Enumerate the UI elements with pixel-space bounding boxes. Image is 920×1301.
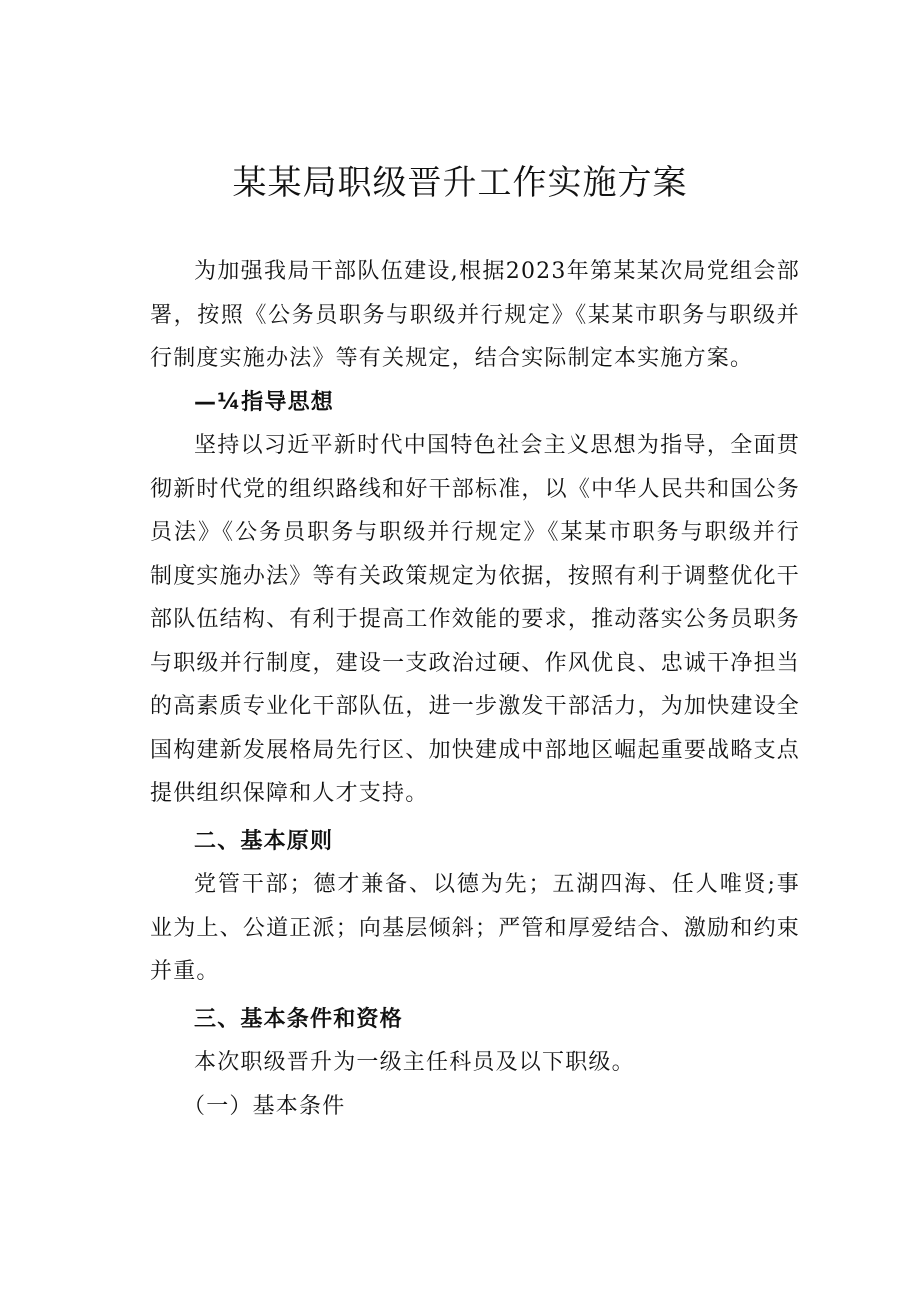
section-heading-conditions: 三、基本条件和资格 bbox=[194, 1006, 403, 1032]
intro-paragraph: 为加强我局干部队伍建设,根据2023年第某某次局党组会部署，按照《公务员职务与职级并行规定》《某某市职务与职级并行制度实施办法》等有关规定，结合实际制定本实施方案。 bbox=[150, 259, 800, 371]
section-body-basic-principles: 党管干部；德才兼备、以德为先；五湖四海、任人唯贤;事业为上、公道正派；向基层倾斜；严管和厚爱结合、激励和约束并重。 bbox=[150, 872, 800, 984]
section-body-guiding-thought: 坚持以习近平新时代中国特色社会主义思想为指导，全面贯彻新时代党的组织路线和好干部标准，以《中华人民共和国公务员法》《公务员职务与职级并行规定》《某某市职务与职级并行制度实施办法》等有关政策规定为依据，按照有利于调整优化干部队伍结构、有利于提高工作效能的要求，推动落实公务员职务与职级并行制度，建设一支政治过硬、作风优良、忠诚干净担当的高素质专业化干部队伍，进一步激发干部活力，为加快建设全国构建新发展格局先行区、加快建成中部地区崛起重要战略支点提供组织保障和人才支持。 bbox=[150, 433, 800, 806]
section-heading-guiding-thought: —¼指导思想 bbox=[194, 389, 334, 415]
document-title: 某某局职级晋升工作实施方案 bbox=[232, 163, 688, 203]
section-body-conditions: 本次职级晋升为一级主任科员及以下职级。 bbox=[194, 1050, 635, 1075]
document-body bbox=[150, 250, 800, 1128]
subsection-heading-basic-conditions: （一）基本条件 bbox=[183, 1093, 346, 1119]
section-heading-basic-principles: 二、基本原则 bbox=[194, 828, 334, 854]
